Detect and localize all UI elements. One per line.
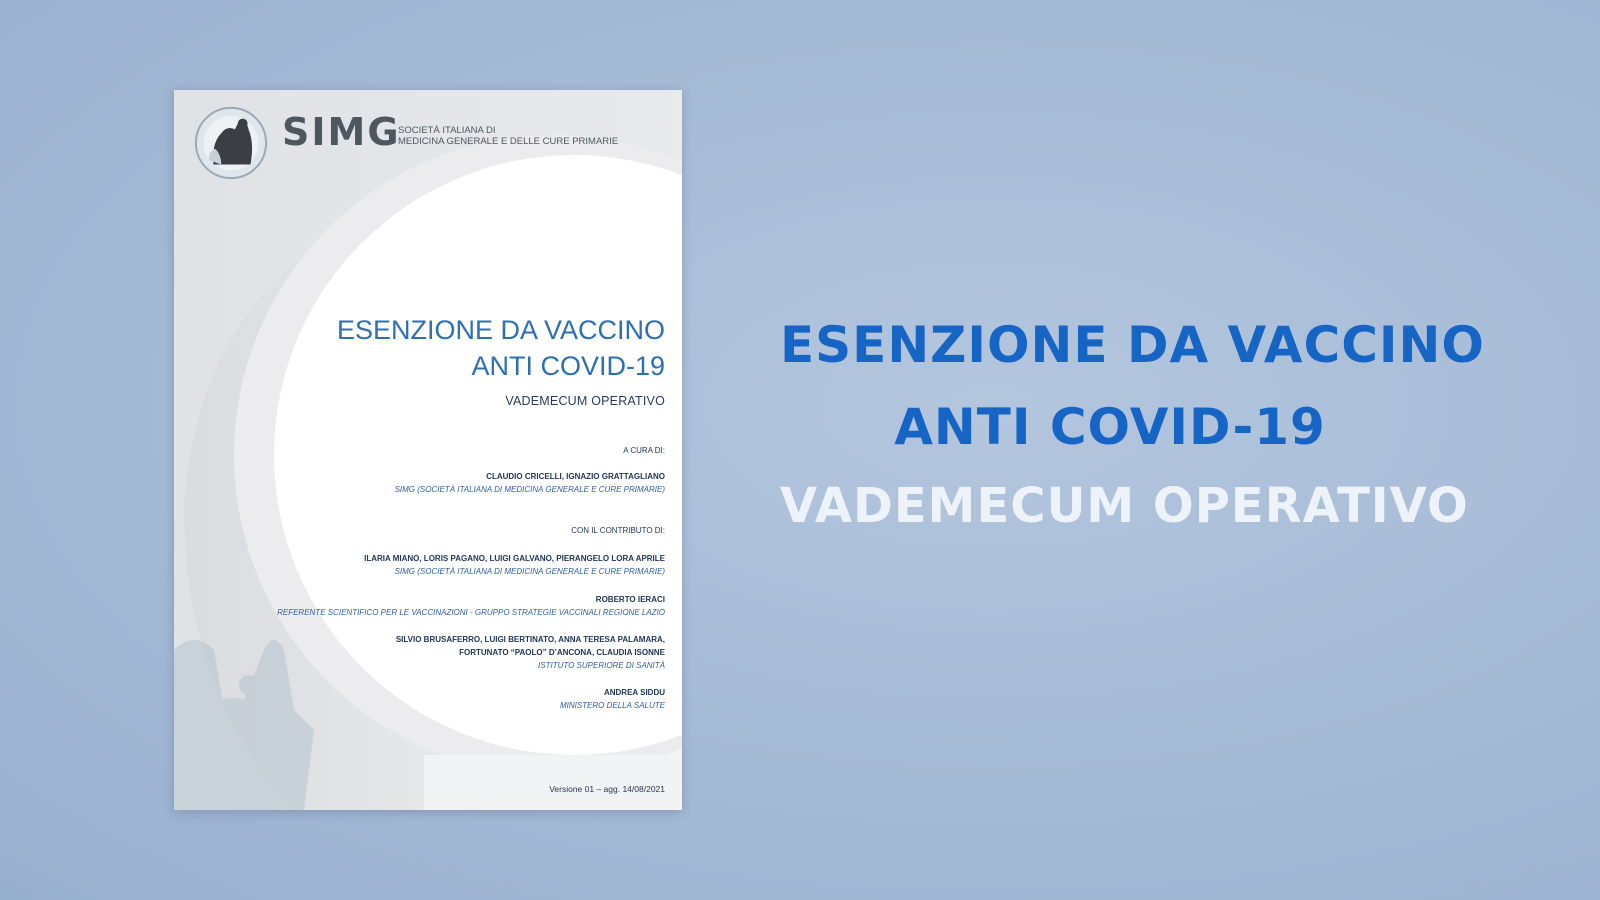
contributors-label: CON IL CONTRIBUTO DI: (571, 526, 665, 535)
contributor-affiliation: MINISTERO DELLA SALUTE (559, 701, 665, 710)
document-title-line-2: ANTI COVID-19 (471, 351, 665, 381)
contributor-affiliation: ISTITUTO SUPERIORE DI SANITÀ (538, 661, 665, 670)
contributor-names: ANDREA SIDDU (603, 688, 665, 697)
document-title-line-1: ESENZIONE DA VACCINO (336, 315, 665, 345)
contributor-names: FORTUNATO “PAOLO” D’ANCONA, CLAUDIA ISONNE (459, 648, 665, 657)
headline-line-1: ESENZIONE DA VACCINO (780, 316, 1485, 374)
headline-line-2: ANTI COVID-19 (894, 398, 1326, 456)
simg-emblem-icon (192, 104, 270, 182)
curators-affiliation: SIMG (SOCIETÀ ITALIANA DI MEDICINA GENERALE E CURE PRIMARIE) (394, 485, 665, 494)
version-info: Versione 01 – agg. 14/08/2021 (549, 784, 665, 794)
logo-subtitle-line-2: MEDICINA GENERALE E DELLE CURE PRIMARIE (398, 136, 619, 147)
document-subtitle: VADEMECUM OPERATIVO (505, 394, 665, 408)
contributor-affiliation: SIMG (SOCIETÀ ITALIANA DI MEDICINA GENERALE E CURE PRIMARIE) (394, 567, 665, 576)
contributor-names: SILVIO BRUSAFERRO, LUIGI BERTINATO, ANNA TERESA PALAMARA, (395, 635, 665, 644)
contributor-names: ILARIA MIANO, LORIS PAGANO, LUIGI GALVANO, PIERANGELO LORA APRILE (364, 554, 665, 563)
contributor-affiliation: REFERENTE SCIENTIFICO PER LE VACCINAZIONI - GRUPPO STRATEGIE VACCINALI REGIONE LAZIO (277, 608, 665, 617)
curators-names: CLAUDIO CRICELLI, IGNAZIO GRATTAGLIANO (486, 472, 665, 481)
simg-logo-subtitle (398, 125, 618, 147)
contributor-names: ROBERTO IERACI (595, 595, 665, 604)
curated-by-label: A CURA DI: (623, 446, 665, 455)
document-title (337, 312, 665, 384)
document-cover (174, 90, 682, 810)
simg-logo-text: SIMG (282, 110, 401, 154)
logo-subtitle-line-1: SOCIETÀ ITALIANA DI (398, 125, 496, 136)
headline-line-3: VADEMECUM OPERATIVO (780, 478, 1469, 534)
